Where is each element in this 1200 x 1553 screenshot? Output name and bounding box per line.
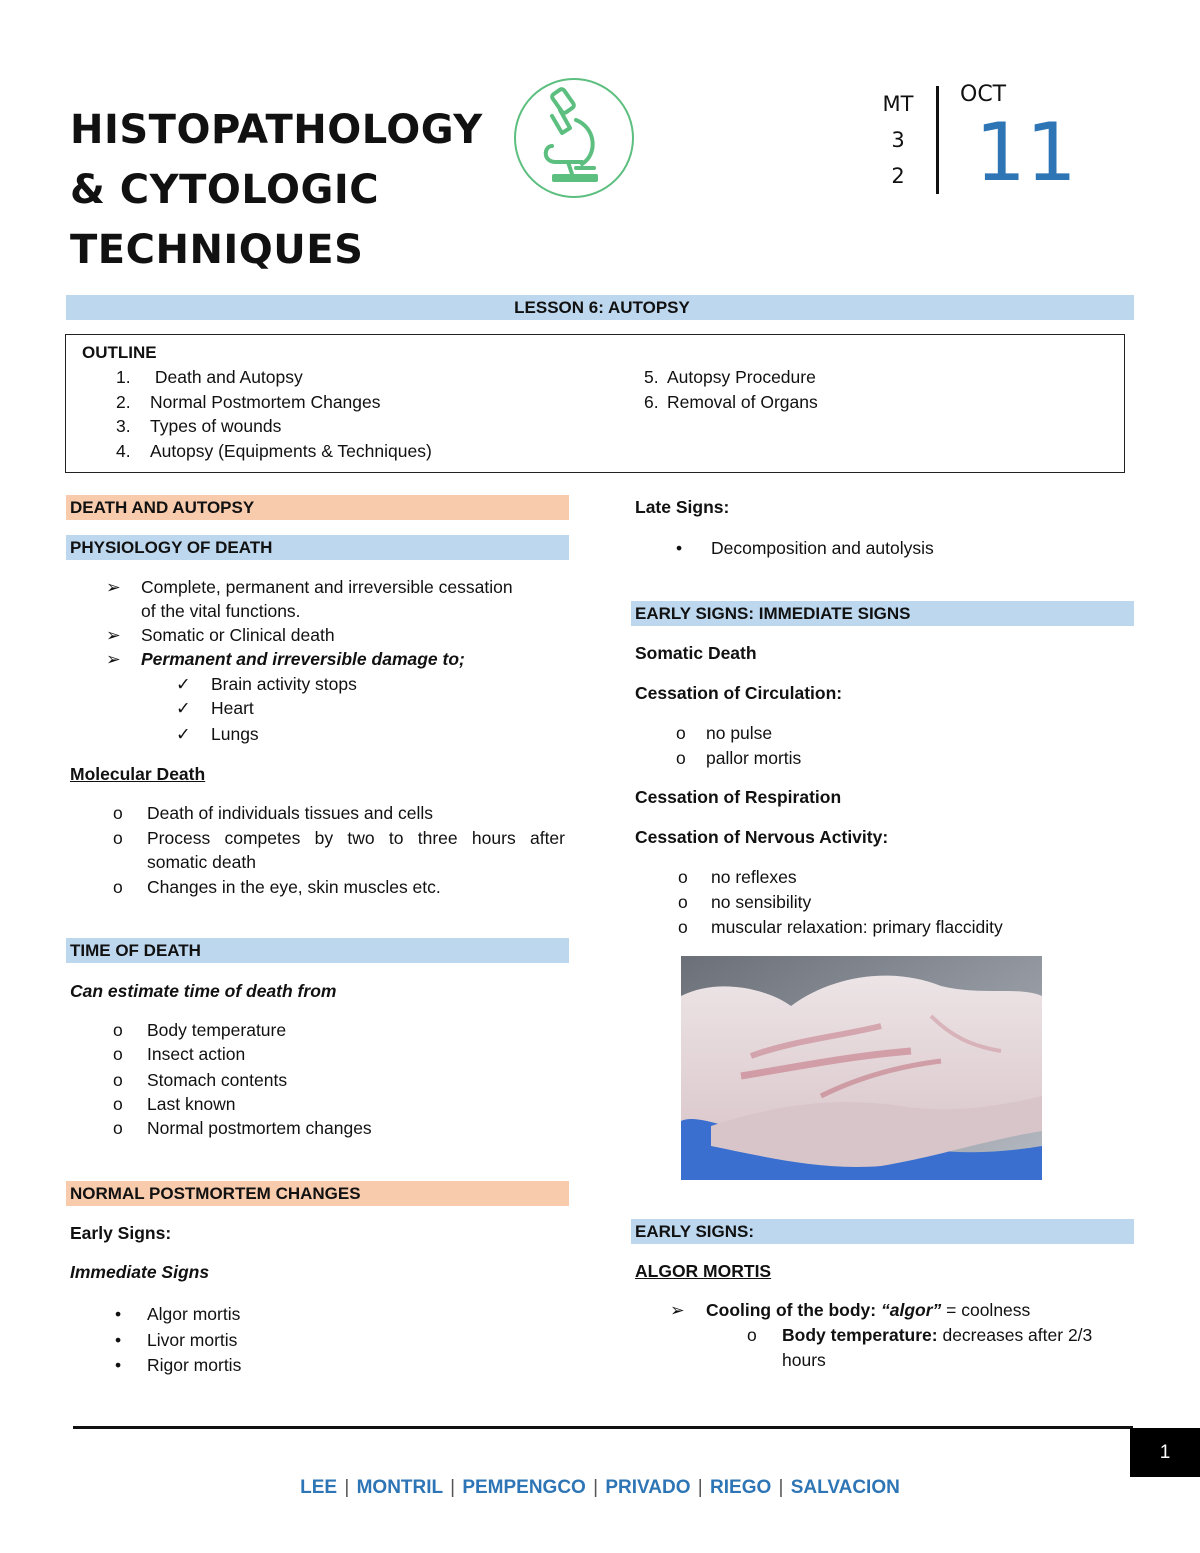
page-number: 1	[1130, 1428, 1200, 1477]
physiology-item: Somatic or Clinical death	[141, 625, 335, 645]
circulation-item: no pulse	[706, 723, 773, 743]
bodytemp-line-2: hours	[782, 1350, 826, 1370]
course-line: 2	[891, 164, 905, 188]
molecular-item: somatic death	[147, 852, 256, 872]
check-icon: ✓	[176, 674, 191, 694]
section-early-signs: EARLY SIGNS:	[631, 1219, 1134, 1244]
dot-bullet-icon: •	[115, 1304, 122, 1324]
footer-rule	[73, 1426, 1133, 1429]
immediate-item: Rigor mortis	[147, 1355, 242, 1375]
circle-bullet-icon: o	[676, 723, 686, 743]
circle-bullet-icon: o	[678, 917, 688, 937]
course-line: 3	[891, 128, 905, 152]
section-physiology: PHYSIOLOGY OF DEATH	[66, 535, 569, 560]
dot-bullet-icon: •	[676, 538, 683, 558]
immediate-item: Algor mortis	[147, 1304, 241, 1324]
circle-bullet-icon: o	[678, 867, 688, 887]
immediate-item: Livor mortis	[147, 1330, 238, 1350]
microscope-logo-icon	[512, 76, 636, 200]
outline-item: Normal Postmortem Changes	[150, 392, 381, 412]
author-separator: |	[593, 1477, 599, 1498]
arrow-bullet-icon: ➢	[106, 577, 121, 597]
cooling-label: Cooling of the body:	[706, 1300, 881, 1320]
pallor-mortis-photo	[681, 956, 1042, 1180]
circle-bullet-icon: o	[747, 1325, 757, 1345]
arrow-bullet-icon: ➢	[106, 625, 121, 645]
outline-item: Removal of Organs	[667, 392, 818, 412]
circulation-item: pallor mortis	[706, 748, 802, 768]
author-name: MONTRIL	[356, 1477, 443, 1498]
dot-bullet-icon: •	[115, 1355, 122, 1375]
section-time-of-death: TIME OF DEATH	[66, 938, 569, 963]
molecular-item: Changes in the eye, skin muscles etc.	[147, 877, 441, 897]
circle-bullet-icon: o	[113, 1118, 123, 1138]
course-code	[878, 86, 918, 194]
outline-item-num: 4.	[116, 441, 131, 461]
outline-item: Types of wounds	[150, 416, 282, 436]
header-divider	[936, 86, 939, 194]
circle-bullet-icon: o	[113, 1070, 123, 1090]
respiration-heading: Cessation of Respiration	[635, 787, 842, 807]
nervous-item: no sensibility	[711, 892, 812, 912]
check-icon: ✓	[176, 698, 191, 718]
bodytemp-label: Body temperature:	[782, 1325, 938, 1345]
author-separator: |	[450, 1477, 456, 1498]
damage-item: Heart	[211, 698, 254, 718]
section-normal-postmortem: NORMAL POSTMORTEM CHANGES	[66, 1181, 569, 1206]
molecular-item: Death of individuals tissues and cells	[147, 803, 433, 823]
outline-item-num: 2.	[116, 392, 131, 412]
outline-title: OUTLINE	[82, 343, 157, 362]
bodytemp-line	[782, 1325, 1092, 1346]
circle-bullet-icon: o	[113, 877, 123, 897]
cooling-term: “algor”	[880, 1300, 942, 1320]
late-item: Decomposition and autolysis	[711, 538, 934, 558]
arrow-bullet-icon: ➢	[106, 649, 121, 669]
author-name: SALVACION	[790, 1477, 900, 1498]
damage-item: Lungs	[211, 724, 259, 744]
outline-item: Autopsy (Equipments & Techniques)	[150, 441, 432, 461]
outline-item: Autopsy Procedure	[667, 367, 816, 387]
photo-illustration	[681, 956, 1042, 1180]
late-signs-heading: Late Signs:	[635, 497, 730, 517]
arrow-bullet-icon: ➢	[670, 1300, 685, 1320]
molecular-death-heading: Molecular Death	[70, 764, 206, 784]
dot-bullet-icon: •	[115, 1330, 122, 1350]
estimate-item: Stomach contents	[147, 1070, 288, 1090]
outline-item-num: 6.	[644, 392, 659, 412]
title-line: TECHNIQUES	[70, 227, 364, 273]
lesson-banner: LESSON 6: AUTOPSY	[66, 295, 1134, 320]
outline-item-num: 3.	[116, 416, 131, 436]
author-name: PEMPENGCO	[462, 1477, 586, 1498]
cooling-line	[706, 1300, 1030, 1321]
circle-bullet-icon: o	[113, 1020, 123, 1040]
date-month: OCT	[960, 82, 1007, 107]
footer-authors	[0, 1477, 1200, 1499]
check-icon: ✓	[176, 724, 191, 744]
outline-item-num: 5.	[644, 367, 659, 387]
damage-item: Brain activity stops	[211, 674, 357, 694]
outline-item: Death and Autopsy	[150, 367, 303, 387]
author-separator: |	[344, 1477, 350, 1498]
date-day: 11	[975, 106, 1077, 199]
estimate-item: Last known	[147, 1094, 236, 1114]
estimate-heading: Can estimate time of death from	[70, 981, 337, 1001]
section-death-autopsy: DEATH AND AUTOPSY	[66, 495, 569, 520]
circle-bullet-icon: o	[113, 803, 123, 823]
circle-bullet-icon: o	[676, 748, 686, 768]
title-line: HISTOPATHOLOGY	[70, 107, 483, 153]
section-early-immediate: EARLY SIGNS: IMMEDIATE SIGNS	[631, 601, 1134, 626]
physiology-item: Permanent and irreversible damage to;	[141, 649, 465, 669]
circle-bullet-icon: o	[113, 1094, 123, 1114]
physiology-item: of the vital functions.	[141, 601, 301, 621]
author-separator: |	[697, 1477, 703, 1498]
circulation-heading: Cessation of Circulation:	[635, 683, 843, 703]
nervous-item: muscular relaxation: primary flaccidity	[711, 917, 1003, 937]
document-title	[70, 100, 483, 280]
course-line: MT	[882, 92, 914, 116]
author-name: PRIVADO	[605, 1477, 691, 1498]
author-name: RIEGO	[710, 1477, 772, 1498]
estimate-item: Normal postmortem changes	[147, 1118, 372, 1138]
author-name: LEE	[300, 1477, 338, 1498]
algor-mortis-heading: ALGOR MORTIS	[635, 1261, 772, 1281]
circle-bullet-icon: o	[113, 1044, 123, 1064]
bodytemp-rest: decreases after 2/3	[937, 1325, 1093, 1345]
title-line: & CYTOLOGIC	[70, 167, 380, 213]
cooling-rest: = coolness	[941, 1300, 1031, 1320]
early-signs-heading: Early Signs:	[70, 1223, 172, 1243]
immediate-signs-heading: Immediate Signs	[70, 1262, 210, 1282]
circle-bullet-icon: o	[678, 892, 688, 912]
estimate-item: Insect action	[147, 1044, 246, 1064]
circle-bullet-icon: o	[113, 828, 123, 848]
author-separator: |	[778, 1477, 784, 1498]
nervous-item: no reflexes	[711, 867, 797, 887]
molecular-item: Process competes by two to three hours after	[147, 828, 565, 848]
outline-item-num: 1.	[116, 367, 131, 387]
nervous-heading: Cessation of Nervous Activity:	[635, 827, 889, 847]
somatic-death-heading: Somatic Death	[635, 643, 757, 663]
estimate-item: Body temperature	[147, 1020, 287, 1040]
physiology-item: Complete, permanent and irreversible cessation	[141, 577, 513, 597]
